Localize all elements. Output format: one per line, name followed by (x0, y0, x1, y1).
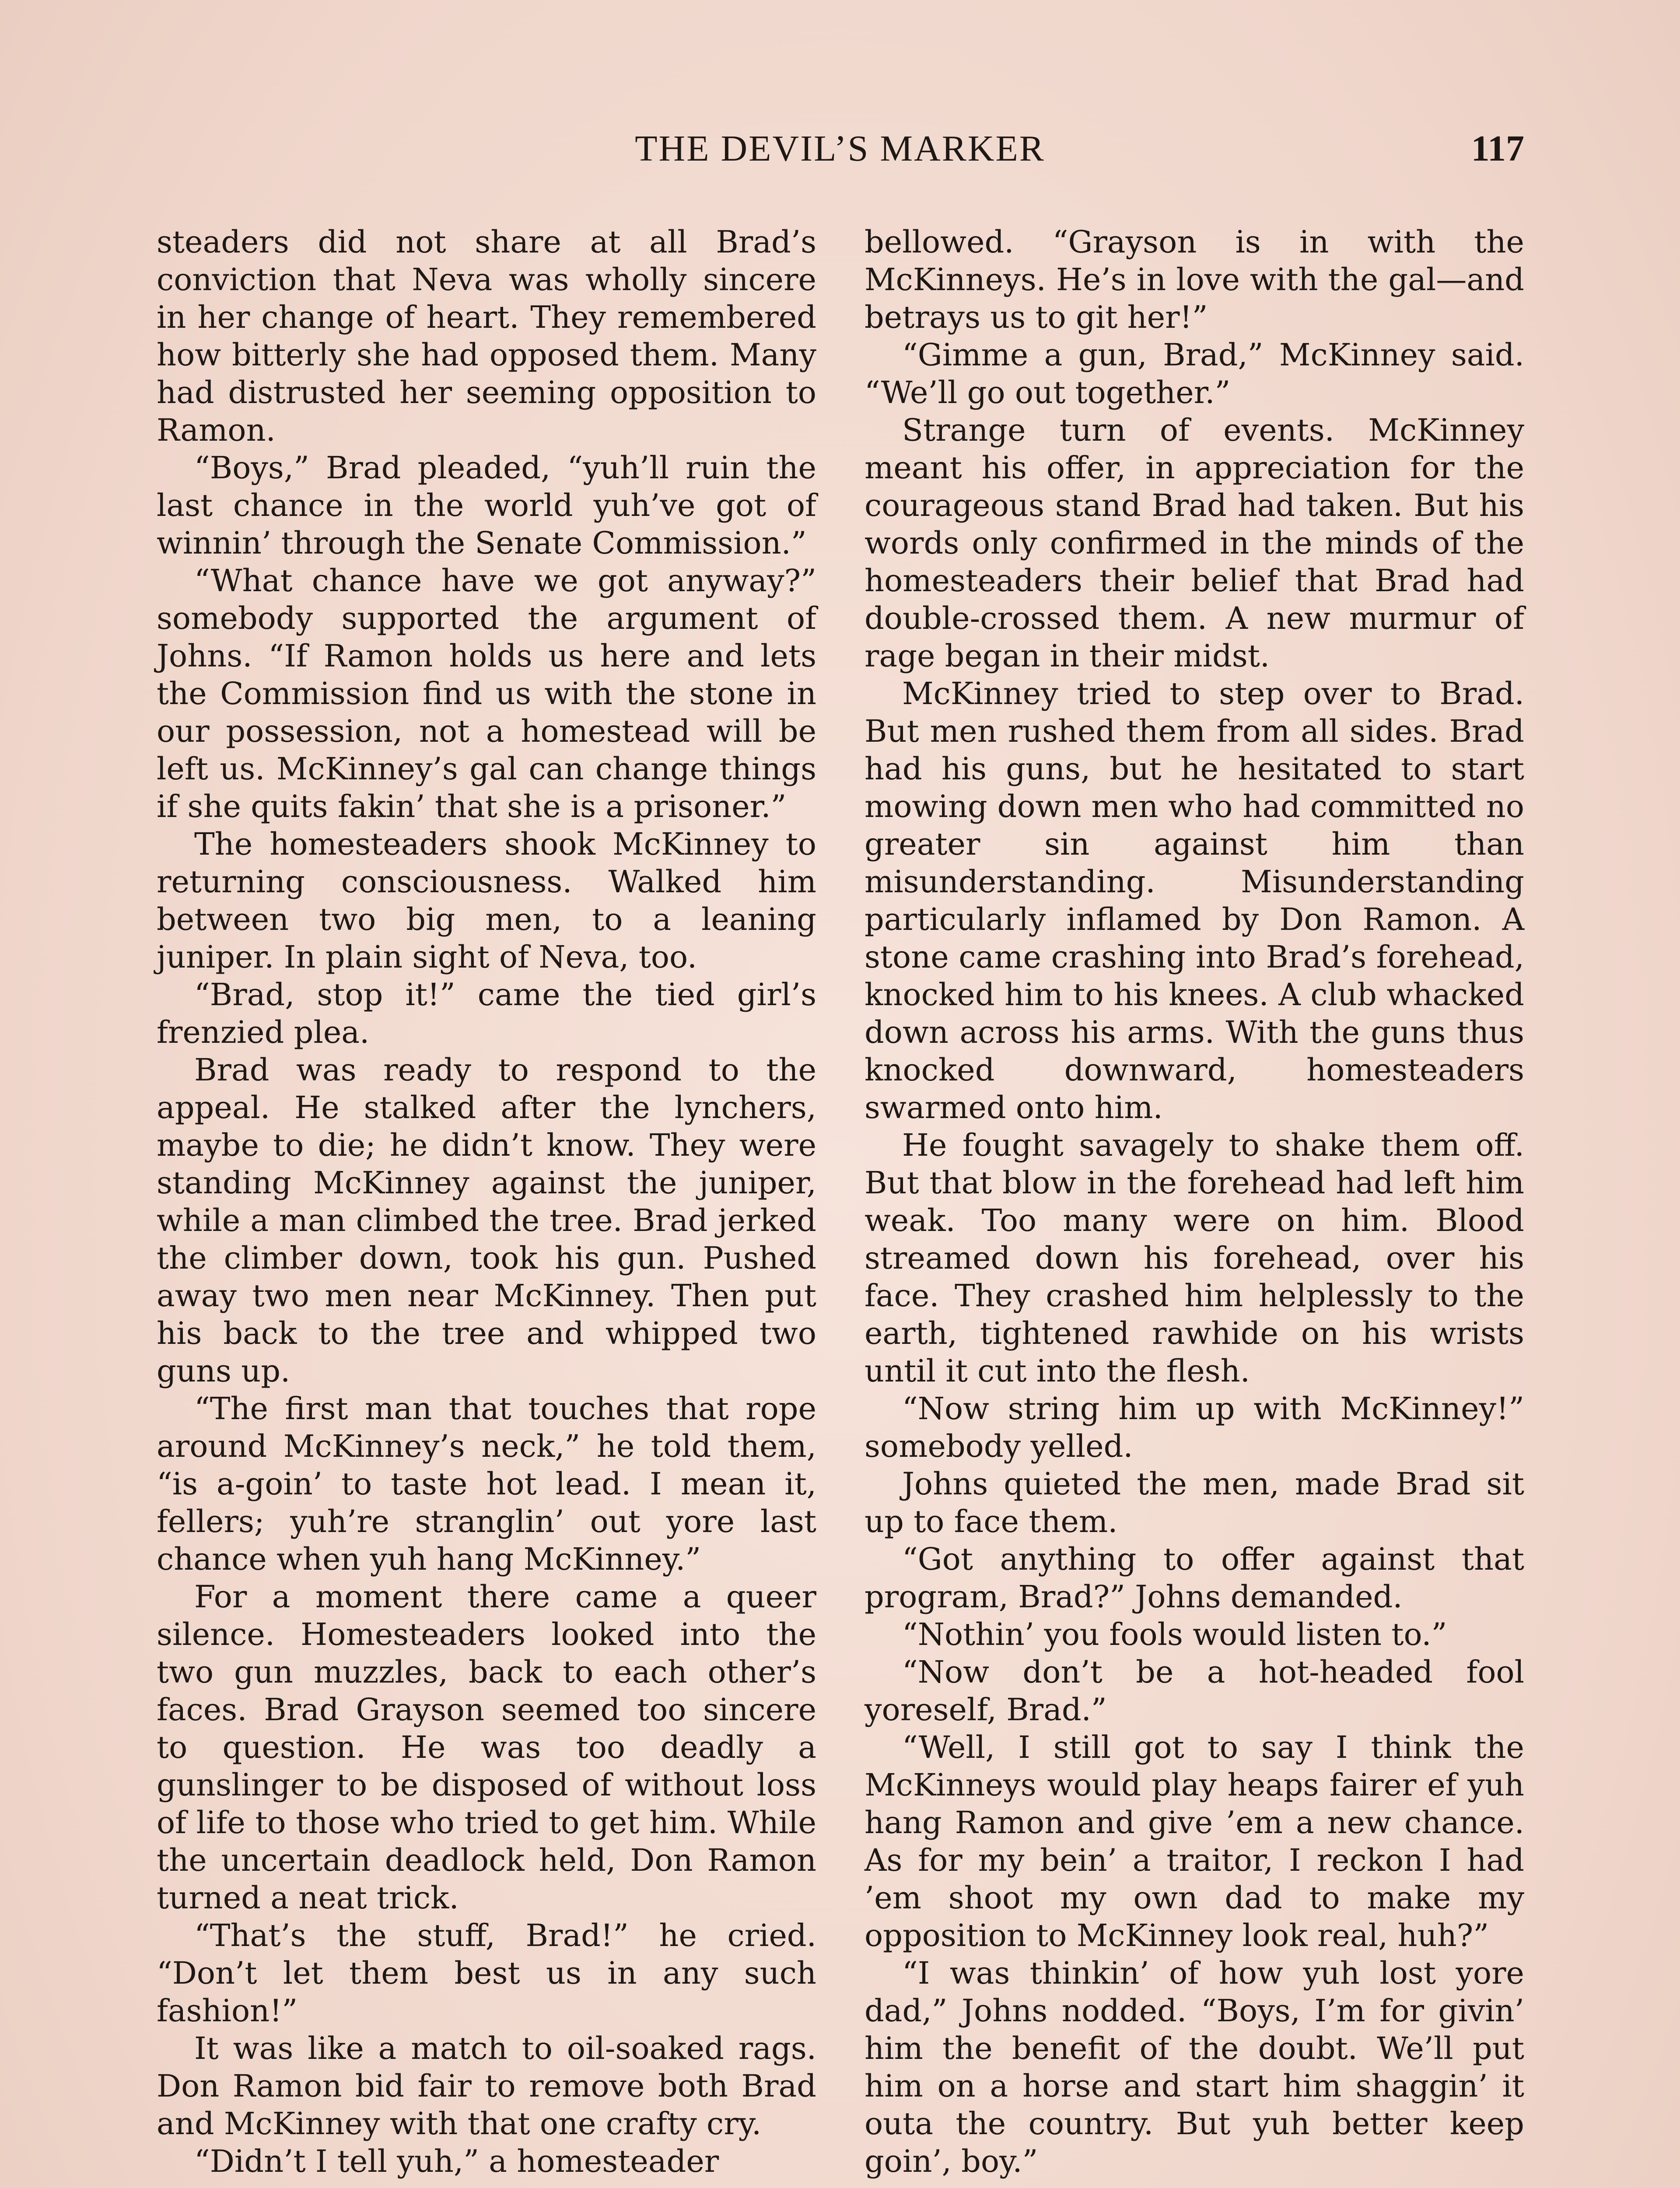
running-title: THE DEVIL’S MARKER (635, 128, 1045, 169)
paragraph: For a moment there came a queer silence. Homesteaders looked into the two gun muzzles, back to each other’s faces. Brad Grayson seemed too sincere to question. He was too deadly a gunslinger to be disposed of without loss of life to those who tried to get him. While the uncertain deadlock held, Don Ramon turned a neat trick. (157, 1579, 816, 1916)
paragraph: “The first man that touches that rope around McKinney’s neck,” he told them, “is a-goin’ to taste hot lead. I mean it, fellers; yuh’re stranglin’ out yore last chance when yuh hang McKinney.” (157, 1391, 816, 1577)
paragraph: Johns quieted the men, made Brad sit up to face them. (864, 1466, 1524, 1539)
paragraph: “Nothin’ you fools would listen to.” (902, 1616, 1447, 1652)
paragraph: “What chance have we got anyway?” somebody supported the argument of Johns. “If Ramon holds us here and lets the Commission find us with the stone in our possession, not a homestead will be left us. McKinney’s gal can change things if she quits fakin’ that she is a prisoner.” (157, 563, 816, 824)
paragraph: “I was thinkin’ of how yuh lost yore dad,” Johns nodded. “Boys, I’m for givin’ him the benefit of the doubt. We’ll put him on a horse and start him shaggin’ it outa the country. But yuh better keep goin’, boy.” (864, 1955, 1524, 2179)
paragraph: “Brad, stop it!” came the tied girl’s frenzied plea. (157, 977, 816, 1050)
paragraph: “Now string him up with McKinney!” somebody yelled. (864, 1391, 1524, 1464)
paragraph: He fought savagely to shake them off. But that blow in the forehead had left him weak. Too many were on him. Blood streamed down his forehead, over his face. They crashed him helplessly to the earth, tightened rawhide on his wrists until it cut into the flesh. (864, 1127, 1524, 1389)
paragraph: “Now don’t be a hot-headed fool yoreself, Brad.” (864, 1654, 1524, 1728)
paragraph: steaders did not share at all Brad’s conviction that Neva was wholly sincere in her change of heart. They remembered how bitterly she had opposed them. Many had distrusted her seeming opposition to Ramon. (157, 224, 816, 448)
paragraph: Brad was ready to respond to the appeal. He stalked after the lynchers, maybe to die; he didn’t know. They were standing McKinney against the juniper, while a man climbed the tree. Brad jerked the climber down, took his gun. Pushed away two men near McKinney. Then put his back to the tree and whipped two guns up. (157, 1052, 816, 1389)
paragraph: It was like a match to oil-soaked rags. Don Ramon bid fair to remove both Brad and McKinney with that one crafty cry. (157, 2030, 816, 2142)
paragraph: “Gimme a gun, Brad,” McKinney said. “We’ll go out together.” (864, 337, 1524, 410)
paragraph: “That’s the stuff, Brad!” he cried. “Don’t let them best us in any such fashion!” (157, 1918, 816, 2029)
page-number: 117 (1471, 128, 1524, 169)
paragraph: Strange turn of events. McKinney meant his offer, in appreciation for the courageous stand Brad had taken. But his words only confirmed in the minds of the homesteaders their belief that Brad had double-crossed them. A new murmur of rage began in their midst. (864, 412, 1524, 674)
paragraph: “Didn’t I tell yuh,” a homesteader (194, 2143, 719, 2179)
paragraph: bellowed. “Grayson is in with the McKinneys. He’s in love with the gal—and betrays us to git her!” (864, 224, 1524, 335)
paragraph: “Boys,” Brad pleaded, “yuh’ll ruin the last chance in the world yuh’ve got of winnin’ through the Senate Commission.” (157, 450, 816, 561)
running-head (0, 127, 1680, 171)
text-column-left (157, 223, 816, 2180)
paragraph: “Got anything to offer against that program, Brad?” Johns demanded. (864, 1541, 1524, 1615)
paragraph: McKinney tried to step over to Brad. But men rushed them from all sides. Brad had his guns, but he hesitated to start mowing down men who had committed no greater sin against him than misunderstanding. Misunderstanding particularly inflamed by Don Ramon. A stone came crashing into Brad’s forehead, knocked him to his knees. A club whacked down across his arms. With the guns thus knocked downward, homesteaders swarmed onto him. (864, 676, 1524, 1126)
text-column-right (864, 223, 1524, 2180)
paragraph: The homesteaders shook McKinney to returning consciousness. Walked him between two big men, to a leaning juniper. In plain sight of Neva, too. (157, 826, 816, 975)
paragraph: “Well, I still got to say I think the McKinneys would play heaps fairer ef yuh hang Ramon and give ’em a new chance. As for my bein’ a traitor, I reckon I had ’em shoot my own dad to make my opposition to McKinney look real, huh?” (864, 1729, 1524, 1953)
